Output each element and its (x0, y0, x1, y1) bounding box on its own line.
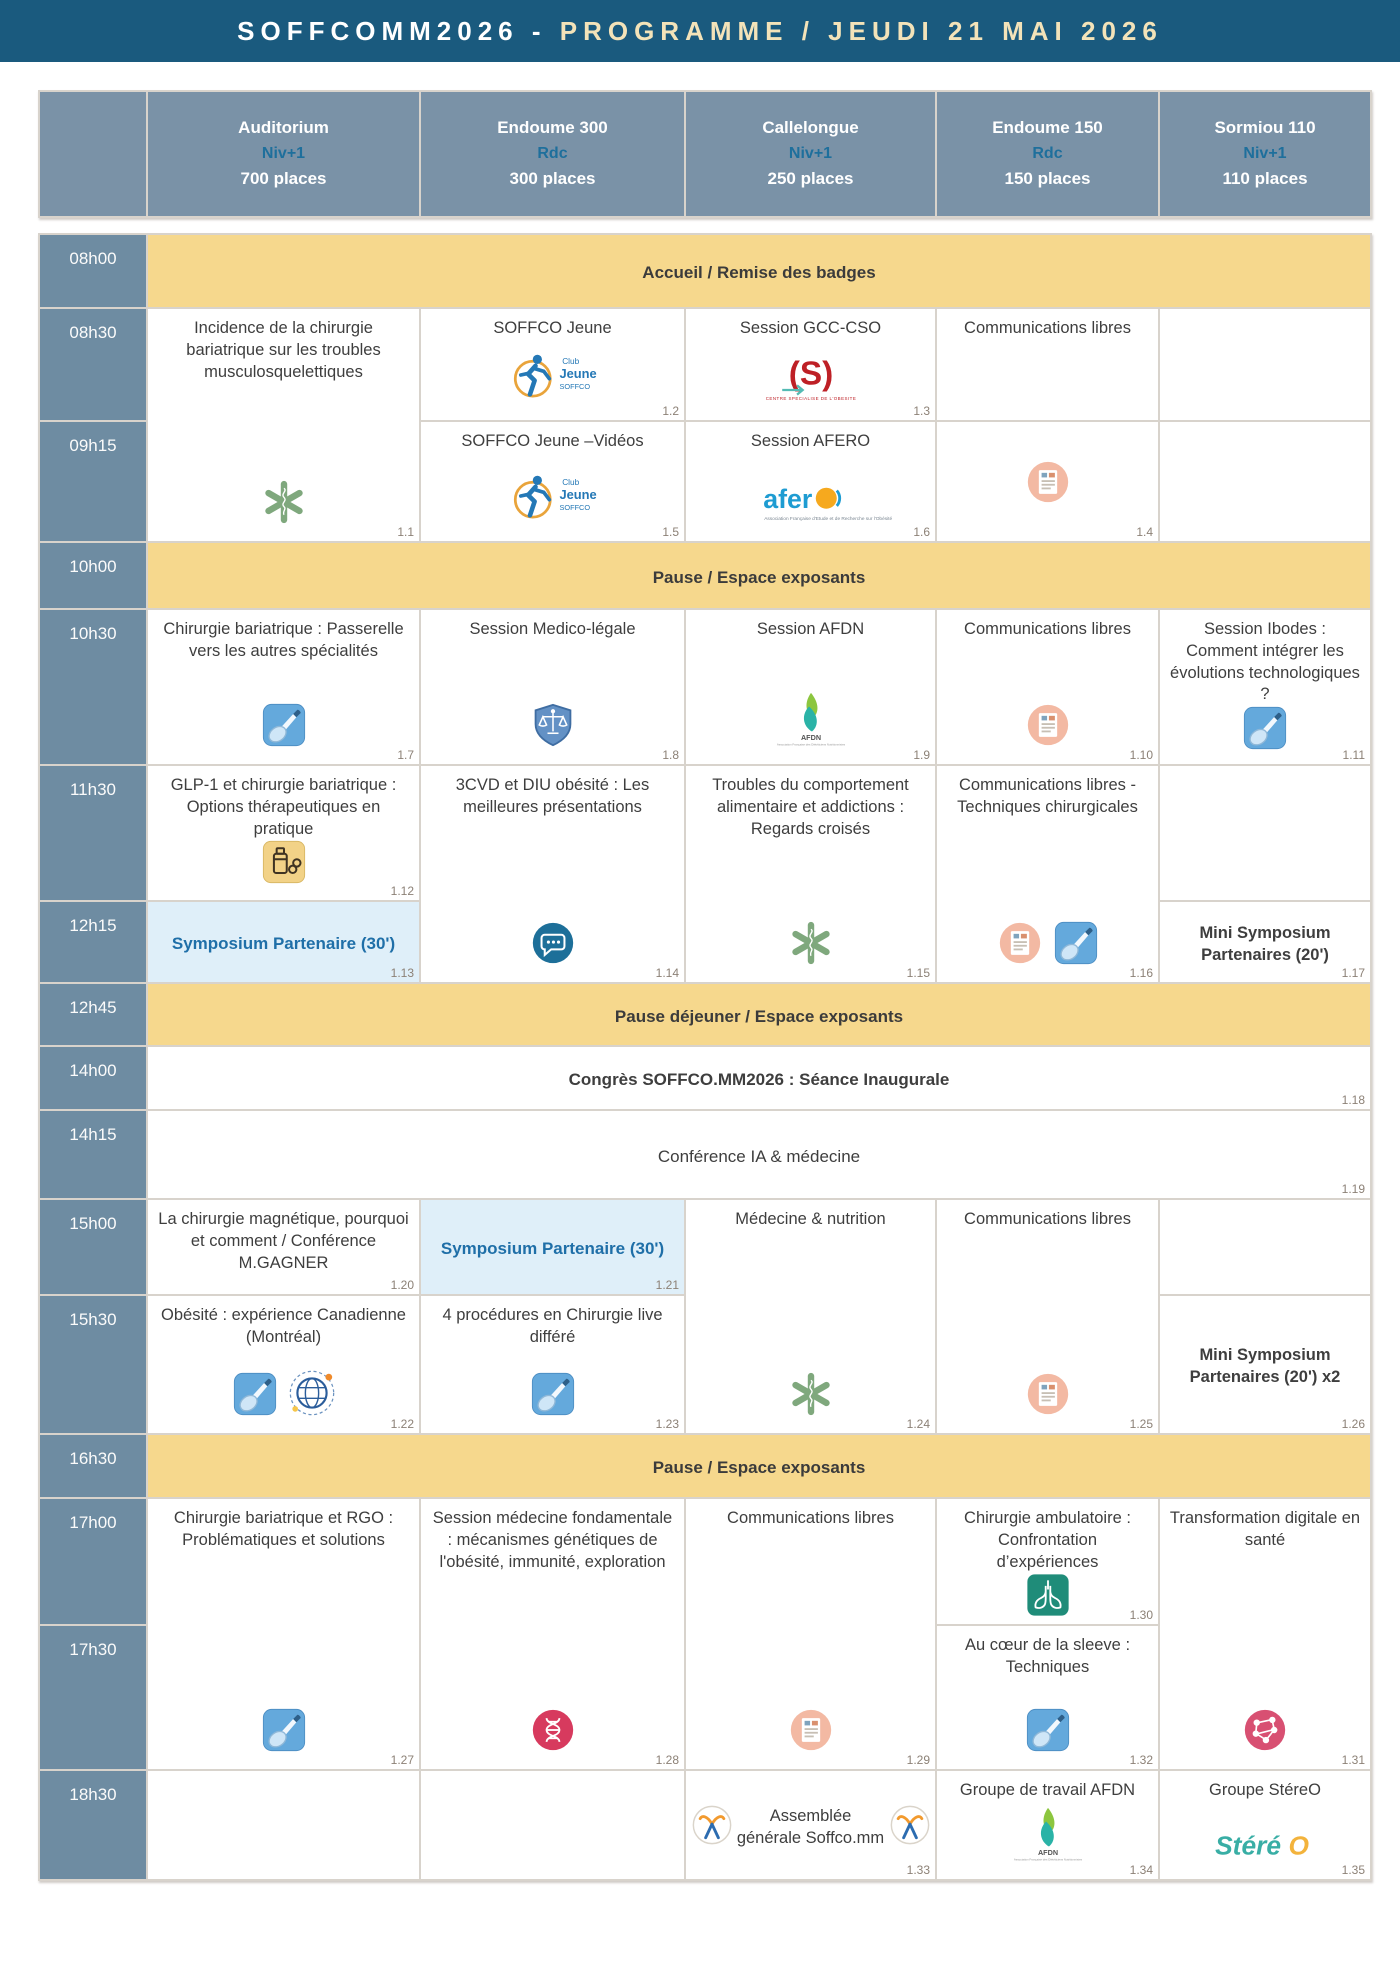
session-cell-1-27 (148, 1499, 419, 1769)
cell-title: Communications libres (964, 1210, 1131, 1228)
club-jeune-icon (507, 468, 599, 529)
session-cell-1-31 (1160, 1499, 1370, 1769)
room-level: Rdc (1032, 144, 1063, 162)
svg-text:Club: Club (561, 356, 579, 366)
svg-text:Association Française des Diét: Association Française des Diététiciens Nutritionnistes (1013, 1857, 1082, 1862)
cell-title: Congrès SOFFCO.MM2026 : Séance Inaugurale (568, 1070, 950, 1090)
cell-title: GLP-1 et chirurgie bariatrique : Options thérapeutiques en pratique (170, 776, 397, 838)
session-cell-1-22 (148, 1296, 419, 1433)
cell-content (692, 1805, 930, 1850)
newspaper-icon (789, 1708, 833, 1757)
schedule-grid (38, 233, 1372, 1881)
cell-number: 1.23 (655, 1417, 679, 1431)
cell-icons (1026, 460, 1070, 509)
svg-text:Association Française d'Etude: Association Française d'Etude et de Recherche sur l'Obésité (763, 517, 892, 523)
cell-number: 1.31 (1341, 1753, 1365, 1767)
cell-number: 1.13 (390, 966, 414, 980)
room-level: Rdc (537, 144, 568, 162)
cell-icons (1026, 1372, 1070, 1421)
time-label: 15h30 (69, 1310, 117, 1329)
cell-title: Session AFERO (750, 432, 871, 450)
star-of-life-icon (789, 921, 833, 970)
cell-icons (262, 480, 306, 529)
cell-icons (1243, 706, 1287, 755)
cell-title: Assemblée générale Soffco.mm (736, 1806, 885, 1847)
surgery-icon (262, 1708, 306, 1757)
time-label: 10h30 (69, 624, 117, 643)
time-label: 15h00 (69, 1214, 117, 1233)
cell-icons (1213, 1830, 1317, 1867)
cell-icons (761, 482, 892, 529)
session-cell-1-1 (148, 309, 419, 541)
club-jeune-icon (507, 347, 599, 408)
time-cell-15h00 (40, 1200, 146, 1294)
dna-icon (531, 1708, 575, 1757)
cell-icons (789, 921, 833, 970)
room-name: Endoume 150 (992, 118, 1103, 138)
session-cell-1-25 (937, 1200, 1158, 1433)
cell-icons (531, 1372, 575, 1421)
session-cell-1-7 (148, 610, 419, 764)
cell-title: Communications libres - Techniques chirurgicales (957, 776, 1138, 816)
session-cell-1-3 (686, 309, 935, 420)
cell-icons (998, 921, 1098, 970)
cell-number: 1.1 (397, 525, 414, 539)
session-cell-1-12 (148, 766, 419, 900)
cell-title: Session AFDN (756, 620, 865, 638)
cell-title: Session GCC-CSO (739, 319, 882, 337)
room-level: Niv+1 (261, 144, 306, 162)
time-cell-09h15 (40, 422, 146, 541)
cell-number: 1.17 (1341, 966, 1365, 980)
session-cell-1-14 (421, 766, 684, 982)
svg-text:SOFFCO: SOFFCO (558, 502, 590, 512)
time-label: 17h00 (69, 1513, 117, 1532)
cell-title: Session Ibodes : Comment intégrer les évolutions technologiques ? (1170, 620, 1360, 704)
newspaper-icon (1026, 1372, 1070, 1421)
justice-icon (531, 703, 575, 752)
session-cell-comm-0830 (937, 309, 1158, 420)
session-cell-1-26 (1160, 1296, 1370, 1433)
cell-title: Conférence IA & médecine (657, 1146, 861, 1166)
time-label: 14h00 (69, 1061, 117, 1080)
cell-number: 1.22 (390, 1417, 414, 1431)
cell-icons (776, 691, 845, 752)
globe-icon (289, 1370, 335, 1421)
room-places: 700 places (240, 169, 327, 189)
cell-title: Mini Symposium Partenaires (20') x2 (1189, 1346, 1341, 1386)
time-label: 12h45 (69, 998, 117, 1017)
time-label: 18h30 (69, 1785, 117, 1804)
surgery-icon (1054, 921, 1098, 970)
cell-number: 1.9 (913, 748, 930, 762)
time-cell-12h15 (40, 902, 146, 982)
pause-band (148, 235, 1370, 307)
afdn-icon (1013, 1806, 1082, 1867)
cell-number: 1.2 (662, 404, 679, 418)
time-cell-15h30 (40, 1296, 146, 1433)
empty-cell (1160, 766, 1370, 900)
session-cell-1-13 (148, 902, 419, 982)
session-cell-1-21 (421, 1200, 684, 1294)
pause-band (148, 984, 1370, 1045)
room-name: Endoume 300 (497, 118, 608, 138)
session-cell-1-18 (148, 1047, 1370, 1109)
cell-title: Chirurgie bariatrique et RGO : Problématiques et solutions (173, 1509, 394, 1549)
cell-number: 1.25 (1129, 1417, 1153, 1431)
empty-cell (1160, 1200, 1370, 1294)
cell-title: Mini Symposium Partenaires (20') (1199, 923, 1331, 964)
session-cell-1-2 (421, 309, 684, 420)
cell-title: Transformation digitale en santé (1169, 1509, 1361, 1549)
svg-text:(S): (S) (788, 355, 833, 393)
newspaper-icon (1026, 703, 1070, 752)
session-cell-1-4 (937, 422, 1158, 541)
time-cell-10h00 (40, 543, 146, 608)
cell-number: 1.12 (390, 884, 414, 898)
cell-number: 1.35 (1341, 1863, 1365, 1877)
cell-icons (262, 1708, 306, 1757)
cell-title: Médecine & nutrition (735, 1210, 886, 1228)
cell-title: Groupe StéreO (1209, 1781, 1321, 1799)
pause-band (148, 1435, 1370, 1497)
empty-cell (148, 1771, 419, 1879)
cell-number: 1.29 (906, 1753, 930, 1767)
time-cell-11h30 (40, 766, 146, 900)
cell-number: 1.3 (913, 404, 930, 418)
session-cell-1-29 (686, 1499, 935, 1769)
cell-number: 1.28 (655, 1753, 679, 1767)
room-header-auditorium (148, 92, 419, 216)
cell-title: Incidence de la chirurgie bariatrique sur les troubles musculosquelettiques (186, 319, 381, 381)
room-places: 250 places (767, 169, 854, 189)
session-cell-1-9 (686, 610, 935, 764)
cell-title: 4 procédures en Chirurgie live différé (442, 1306, 663, 1346)
room-name: Callelongue (762, 118, 859, 138)
room-level: Niv+1 (1243, 144, 1287, 162)
time-label: 10h00 (69, 557, 117, 576)
chat-icon (531, 921, 575, 970)
star-of-life-icon (789, 1372, 833, 1421)
soffco-figure-icon (890, 1805, 930, 1850)
session-cell-1-6 (686, 422, 935, 541)
svg-text:Stéré: Stéré (1215, 1830, 1282, 1861)
svg-text:O: O (1288, 1830, 1310, 1861)
cell-title: Communications libres (727, 1509, 894, 1527)
svg-text:AFDN: AFDN (800, 733, 821, 743)
cell-title: Obésité : expérience Canadienne (Montréal) (161, 1306, 406, 1346)
cell-icons (1243, 1708, 1287, 1757)
cell-title: Pause / Espace exposants (652, 567, 866, 587)
stereo-icon (1213, 1830, 1317, 1867)
room-name: Sormiou 110 (1214, 118, 1316, 138)
cell-number: 1.6 (913, 525, 930, 539)
session-cell-1-10 (937, 610, 1158, 764)
cell-number: 1.27 (390, 1753, 414, 1767)
surgery-icon (531, 1372, 575, 1421)
session-cell-1-30 (937, 1499, 1158, 1624)
cell-number: 1.34 (1129, 1863, 1153, 1877)
cell-icons (531, 921, 575, 970)
cell-icons (531, 703, 575, 752)
soffco-figure-icon (692, 1805, 732, 1850)
cso-icon (765, 351, 856, 408)
cell-number: 1.19 (1341, 1182, 1365, 1196)
time-cell-17h00 (40, 1499, 146, 1624)
cell-number: 1.5 (662, 525, 679, 539)
cell-number: 1.11 (1342, 748, 1365, 762)
time-label: 12h15 (69, 916, 117, 935)
time-label: 09h15 (69, 436, 117, 455)
empty-cell (1160, 309, 1370, 420)
svg-text:Association Française des Diét: Association Française des Diététiciens Nutritionnistes (776, 742, 845, 747)
cell-title: Session Medico-légale (469, 620, 636, 638)
cell-title: SOFFCO Jeune (493, 319, 612, 337)
time-label: 11h30 (69, 780, 116, 799)
pause-band (148, 543, 1370, 608)
cell-icons (262, 840, 306, 889)
svg-text:Jeune: Jeune (558, 486, 597, 502)
cell-number: 1.24 (906, 1417, 930, 1431)
session-cell-1-24 (686, 1200, 935, 1433)
session-cell-1-17 (1160, 902, 1370, 982)
cell-title: SOFFCO Jeune –Vidéos (461, 432, 644, 450)
svg-text:SOFFCO: SOFFCO (558, 381, 590, 391)
session-cell-1-11 (1160, 610, 1370, 764)
time-label: 17h30 (69, 1640, 117, 1659)
cell-title: Chirurgie bariatrique : Passerelle vers les autres spécialités (163, 620, 404, 660)
cell-number: 1.30 (1129, 1608, 1153, 1622)
room-header-endoume-150 (937, 92, 1158, 216)
room-header-callelongue (686, 92, 935, 216)
cell-icons (531, 1708, 575, 1757)
program-title-right: PROGRAMME / JEUDI 21 MAI 2026 (559, 15, 1163, 46)
time-cell-16h30 (40, 1435, 146, 1497)
cell-number: 1.14 (655, 966, 679, 980)
cell-title: Communications libres (964, 620, 1131, 638)
cell-title: La chirurgie magnétique, pourquoi et comment / Conférence M.GAGNER (158, 1210, 409, 1272)
session-cell-1-20 (148, 1200, 419, 1294)
cell-number: 1.15 (906, 966, 930, 980)
cell-number: 1.18 (1341, 1093, 1365, 1107)
time-label: 14h15 (69, 1125, 117, 1144)
surgery-icon (233, 1372, 277, 1421)
time-cell-14h00 (40, 1047, 146, 1109)
room-header-endoume-300 (421, 92, 684, 216)
time-label: 08h30 (69, 323, 117, 342)
svg-text:Club: Club (561, 477, 579, 487)
cell-number: 1.33 (906, 1863, 930, 1877)
newspaper-icon (998, 921, 1042, 970)
time-label: 08h00 (69, 249, 117, 268)
cell-icons (262, 703, 306, 752)
svg-text:afer: afer (762, 483, 812, 514)
digital-icon (1243, 1708, 1287, 1757)
time-cell-18h30 (40, 1771, 146, 1879)
time-label: 16h30 (69, 1449, 117, 1468)
time-cell-08h30 (40, 309, 146, 420)
newspaper-icon (1026, 460, 1070, 509)
cell-title: Symposium Partenaire (30') (171, 934, 396, 954)
surgery-icon (1026, 1708, 1070, 1757)
star-of-life-icon (262, 480, 306, 529)
cell-icons (1026, 1573, 1070, 1622)
room-places: 150 places (1004, 169, 1091, 189)
cell-number: 1.32 (1129, 1753, 1153, 1767)
cell-title: Accueil / Remise des badges (642, 263, 876, 283)
session-cell-1-19 (148, 1111, 1370, 1198)
room-name: Auditorium (238, 118, 329, 138)
cell-icons (765, 351, 856, 408)
cell-title: Au cœur de la sleeve : Techniques (964, 1636, 1131, 1676)
cell-icons (233, 1370, 335, 1421)
svg-text:Jeune: Jeune (558, 365, 597, 381)
cell-number: 1.7 (397, 748, 414, 762)
surgery-icon (262, 703, 306, 752)
afdn-icon (776, 691, 845, 752)
room-places: 110 places (1222, 169, 1308, 189)
program-title-left: SOFFCOMM2026 - (237, 15, 560, 46)
session-cell-1-33 (686, 1771, 935, 1879)
header-corner (40, 92, 146, 216)
svg-text:AFDN: AFDN (1037, 1848, 1058, 1858)
program-title-bar (0, 0, 1400, 62)
cell-icons (507, 468, 599, 529)
session-cell-1-34 (937, 1771, 1158, 1879)
room-header-row (38, 90, 1372, 218)
empty-cell (1160, 422, 1370, 541)
cell-number: 1.20 (390, 1278, 414, 1292)
cell-title: Groupe de travail AFDN (959, 1781, 1136, 1799)
lungs-icon (1026, 1573, 1070, 1622)
cell-number: 1.16 (1129, 966, 1153, 980)
cell-icons (1026, 1708, 1070, 1757)
cell-title: Session médecine fondamentale : mécanismes génétiques de l'obésité, immunité, exploration (432, 1509, 673, 1571)
cell-title: 3CVD et DIU obésité : Les meilleures présentations (455, 776, 650, 816)
medicine-icon (262, 840, 306, 889)
afero-icon (761, 482, 892, 529)
session-cell-1-15 (686, 766, 935, 982)
session-cell-1-28 (421, 1499, 684, 1769)
session-cell-1-35 (1160, 1771, 1370, 1879)
session-cell-1-5 (421, 422, 684, 541)
cell-number: 1.8 (662, 748, 679, 762)
time-cell-17h30 (40, 1626, 146, 1769)
session-cell-1-16 (937, 766, 1158, 982)
empty-cell (421, 1771, 684, 1879)
session-cell-1-32 (937, 1626, 1158, 1769)
cell-number: 1.4 (1136, 525, 1153, 539)
cell-icons (1013, 1806, 1082, 1867)
cell-title: Symposium Partenaire (30') (440, 1239, 665, 1259)
time-cell-14h15 (40, 1111, 146, 1198)
room-level: Niv+1 (788, 144, 833, 162)
room-places: 300 places (509, 169, 596, 189)
cell-icons (1026, 703, 1070, 752)
cell-title: Pause / Espace exposants (652, 1458, 866, 1478)
cell-number: 1.21 (655, 1278, 679, 1292)
cell-icons (789, 1372, 833, 1421)
cell-title: Chirurgie ambulatoire : Confrontation d’expériences (964, 1509, 1131, 1571)
time-cell-10h30 (40, 610, 146, 764)
session-cell-1-8 (421, 610, 684, 764)
time-cell-12h45 (40, 984, 146, 1045)
cell-icons (507, 347, 599, 408)
cell-title: Pause déjeuner / Espace exposants (614, 1006, 904, 1026)
cell-number: 1.26 (1341, 1417, 1365, 1431)
cell-title: Communications libres (964, 319, 1131, 337)
room-header-sormiou-110 (1160, 92, 1370, 216)
cell-number: 1.10 (1129, 748, 1153, 762)
time-cell-08h00 (40, 235, 146, 307)
session-cell-1-23 (421, 1296, 684, 1433)
cell-icons (789, 1708, 833, 1757)
svg-text:CENTRE SPECIALISE DE L'OBESITE: CENTRE SPECIALISE DE L'OBESITE (765, 396, 856, 402)
cell-title: Troubles du comportement alimentaire et addictions : Regards croisés (712, 776, 909, 838)
surgery-icon (1243, 706, 1287, 755)
